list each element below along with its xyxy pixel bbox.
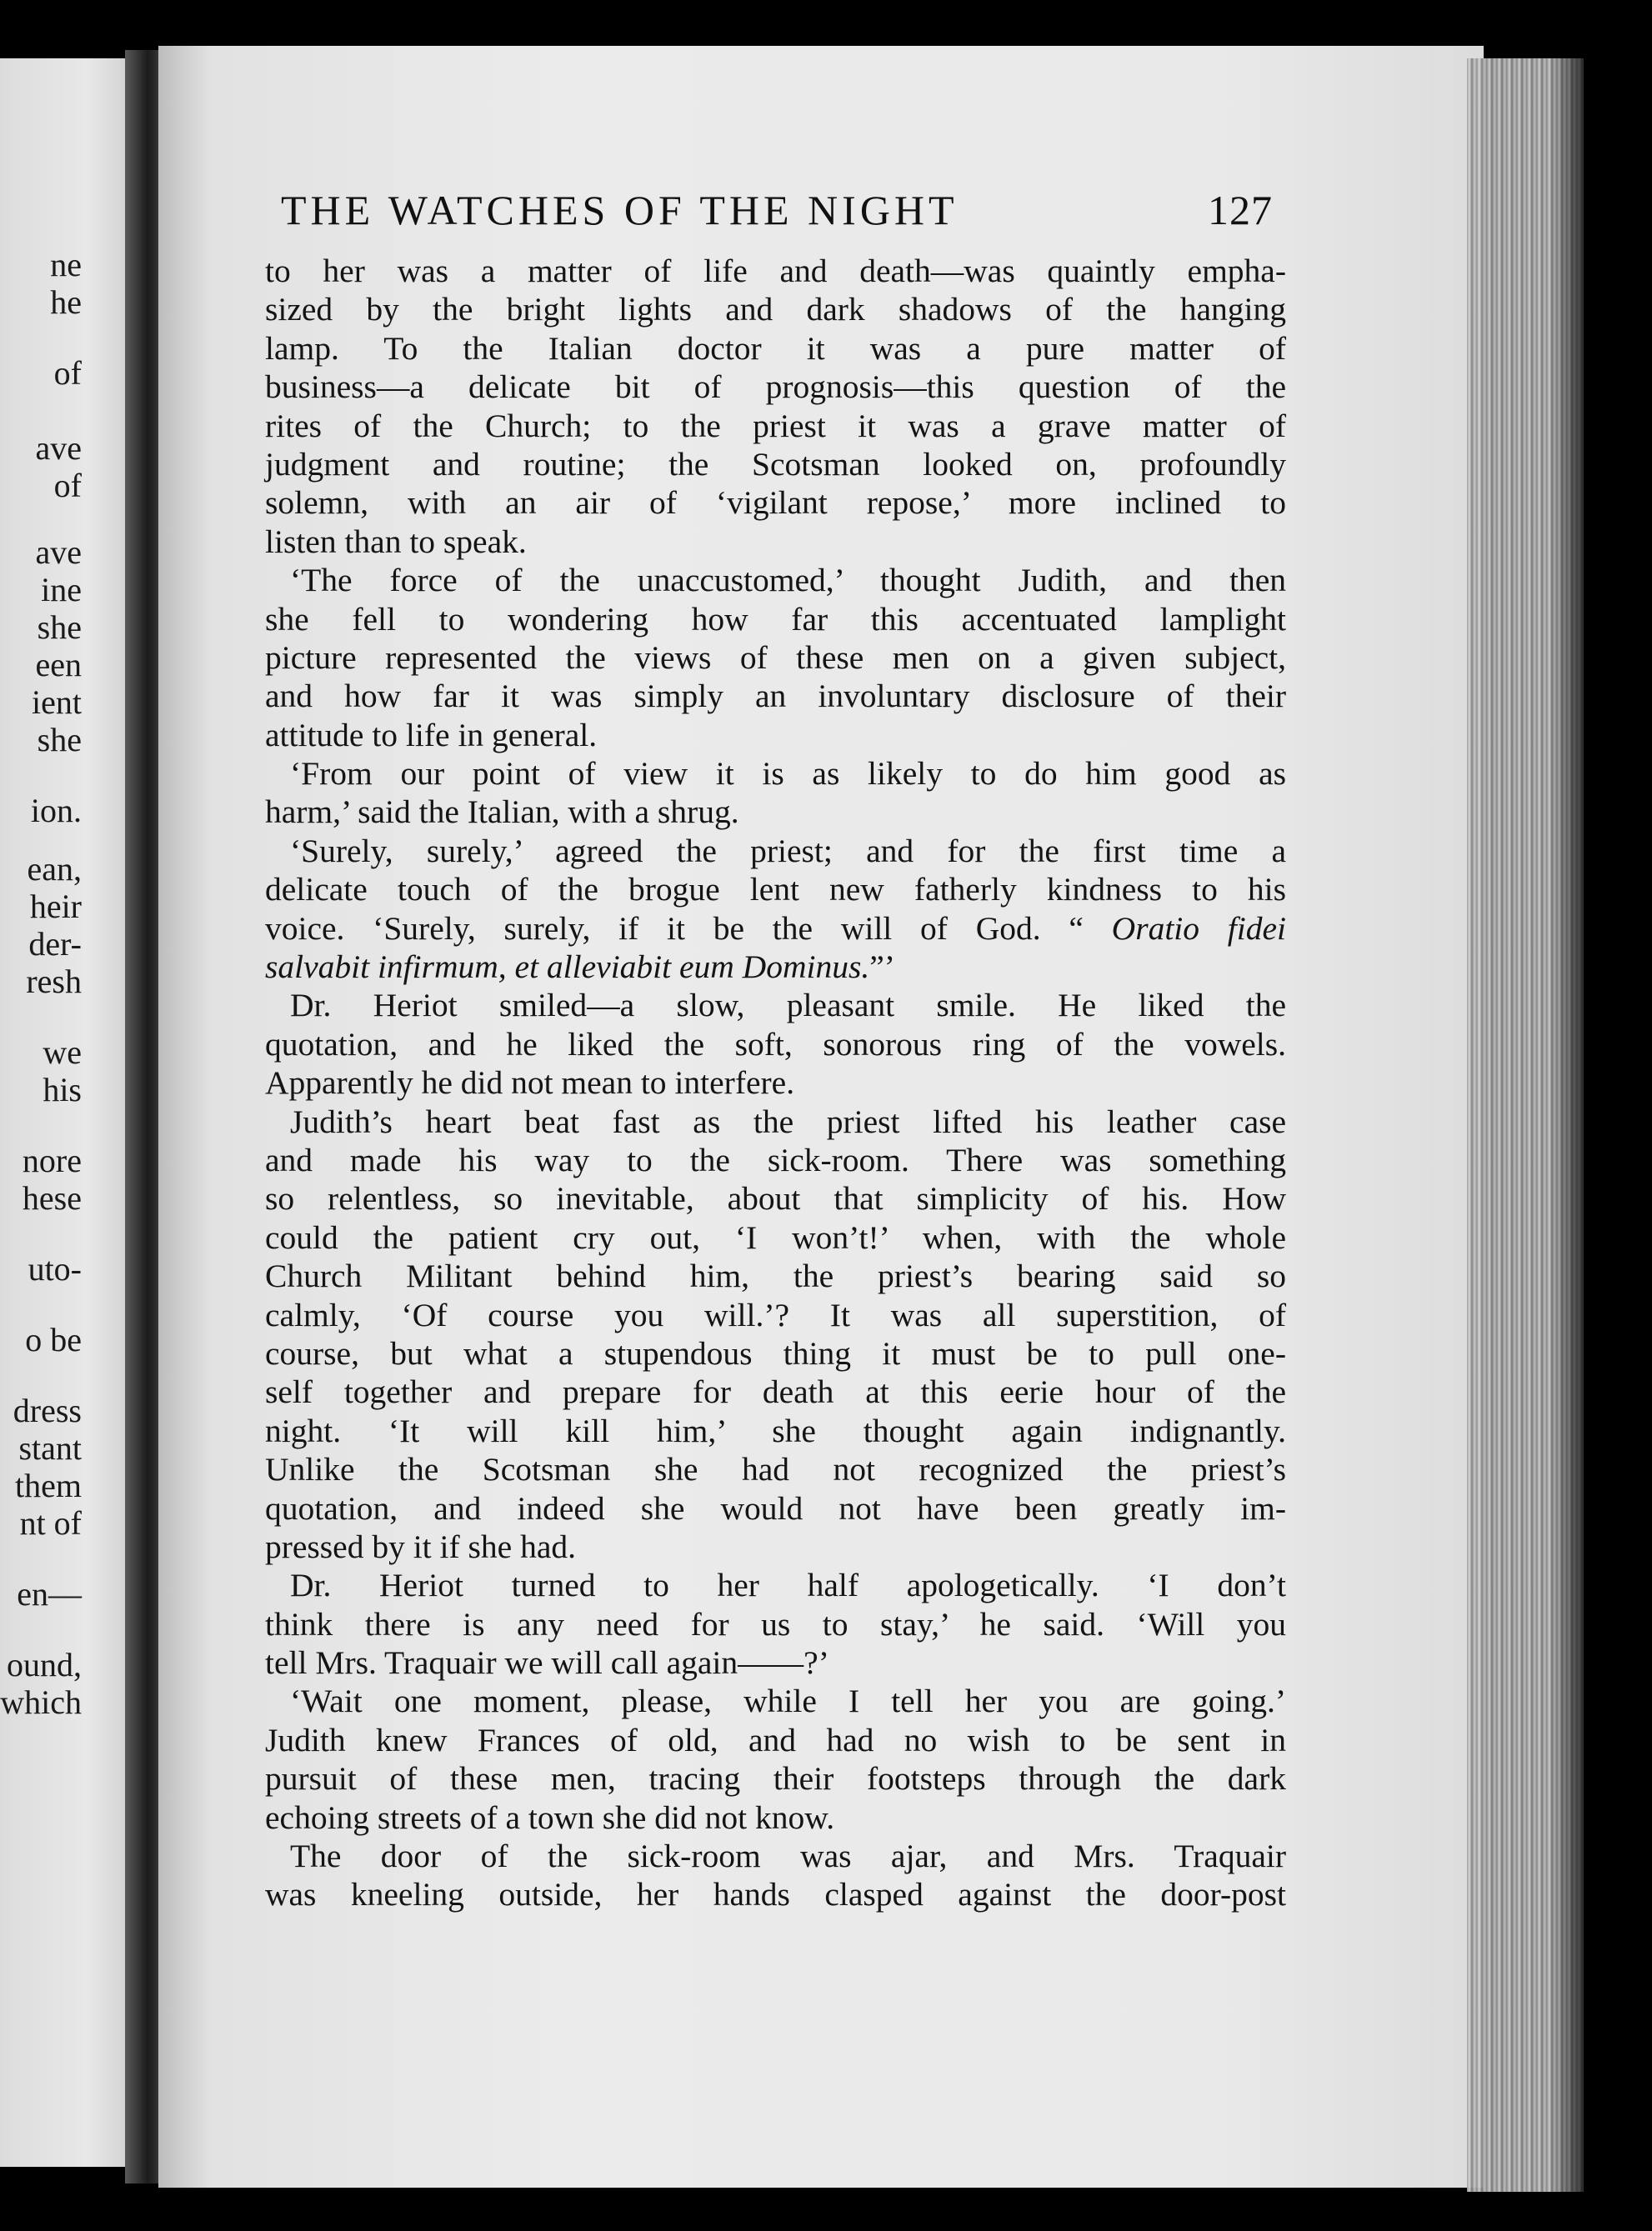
text-line-roman: picture represented the views of these men on a given subject, (265, 638, 1286, 676)
text-line (265, 407, 1286, 445)
latin-quotation: Oratio fidei (1083, 909, 1286, 947)
left-page-fragment: nt of (19, 1504, 82, 1542)
text-line (265, 638, 1286, 677)
text-line-roman: tell Mrs. Traquair we will call again——?’ (265, 1644, 829, 1682)
text-line (265, 1837, 1286, 1875)
text-line-roman: ‘Surely, surely,’ agreed the priest; and for the first time a (290, 832, 1286, 869)
text-line (265, 368, 1286, 406)
text-line (265, 1218, 1286, 1257)
text-line-roman: think there is any need for us to stay,’ he said. ‘Will you (265, 1605, 1286, 1643)
text-line-roman: self together and prepare for death at this eerie hour of the (265, 1373, 1286, 1411)
text-line (265, 870, 1286, 908)
left-page-fragment: ound, (7, 1646, 82, 1683)
text-line (265, 1334, 1286, 1373)
page-block-edges (1467, 58, 1584, 2192)
left-page-fragment: of (53, 467, 82, 504)
left-page-fragment: der- (28, 925, 82, 963)
text-line-roman: Dr. Heriot smiled—a slow, pleasant smile. He liked the (290, 987, 1286, 1024)
text-line-roman: sized by the bright lights and dark shadows of the hanging (265, 291, 1286, 328)
text-line (265, 290, 1286, 328)
text-line (265, 793, 1286, 831)
left-page-fragment: them (15, 1467, 82, 1504)
left-page-fragment: dress (13, 1392, 82, 1429)
text-line (265, 754, 1286, 793)
left-page-fragment: heir (29, 888, 82, 925)
left-page-fragment: we (43, 1033, 82, 1071)
left-page-fragment: ave (35, 429, 82, 467)
text-line (265, 1257, 1286, 1295)
text-line (265, 1566, 1286, 1604)
text-line-roman: attitude to life in general. (265, 716, 598, 753)
text-line (265, 1605, 1286, 1643)
text-line (265, 329, 1286, 368)
page-number: 127 (1208, 187, 1273, 233)
text-line-roman: Apparently he did not mean to interfere. (265, 1064, 795, 1102)
text-line (265, 1489, 1286, 1528)
text-line (265, 1179, 1286, 1218)
text-line-roman: and made his way to the sick-room. There was something (265, 1141, 1286, 1178)
left-page-fragment: ne (50, 246, 82, 283)
left-page-fragment: stant (18, 1429, 82, 1467)
text-line (265, 600, 1286, 638)
text-line (265, 1063, 1286, 1102)
text-line-roman: calmly, ‘Of course you will.’? It was all superstition, of (265, 1296, 1286, 1333)
text-line (265, 561, 1286, 599)
left-page-fragment: en— (17, 1575, 82, 1613)
left-page-fragment: hese (22, 1179, 82, 1217)
text-line (265, 1721, 1286, 1759)
left-page-fragment: which (0, 1683, 82, 1721)
text-line (265, 716, 1286, 754)
text-line (265, 483, 1286, 522)
left-page-fragment: ave (35, 533, 82, 571)
text-line-roman: quotation, and he liked the soft, sonorous ring of the vowels. (265, 1025, 1286, 1063)
text-line (265, 1759, 1286, 1798)
text-line (265, 523, 1286, 561)
text-line-roman: Judith’s heart beat fast as the priest lifted his leather case (290, 1103, 1286, 1140)
running-title: THE WATCHES OF THE NIGHT (281, 187, 959, 233)
text-line (265, 1412, 1286, 1450)
text-line-roman: judgment and routine; the Scotsman looked on, profoundly (265, 445, 1286, 483)
text-line-roman: ‘The force of the unaccustomed,’ thought Judith, and then (290, 562, 1286, 599)
text-line (265, 1296, 1286, 1334)
left-page-fragment: nore (22, 1142, 82, 1179)
left-page-fragment: resh (26, 963, 82, 1000)
text-line-roman: was kneeling outside, her hands clasped against the door-post (265, 1876, 1286, 1913)
text-line (265, 1025, 1286, 1063)
text-line (265, 832, 1286, 870)
text-line-roman: The door of the sick-room was ajar, and Mrs. Traquair (290, 1838, 1286, 1875)
text-line-roman: harm,’ said the Italian, with a shrug. (265, 793, 739, 831)
text-line-roman: Judith knew Frances of old, and had no wish to be sent in (265, 1721, 1286, 1758)
text-line (265, 948, 1286, 986)
text-line (265, 252, 1286, 290)
text-line (265, 1875, 1286, 1913)
text-line (265, 1141, 1286, 1179)
text-line-roman: delicate touch of the brogue lent new fatherly kindness to his (265, 871, 1286, 908)
text-line-roman: lamp. To the Italian doctor it was a pure matter of (265, 329, 1286, 367)
text-line (265, 1450, 1286, 1488)
left-page-fragment: een (35, 646, 82, 683)
left-page-fragment: ean, (27, 850, 82, 888)
text-line (265, 986, 1286, 1024)
text-line-roman: Church Militant behind him, the priest’s bearing said so (265, 1258, 1286, 1295)
running-header (281, 185, 1273, 235)
text-line-roman: so relentless, so inevitable, about that simplicity of his. How (265, 1180, 1286, 1218)
left-page-fragment: o be (25, 1321, 82, 1358)
text-line-roman: to her was a matter of life and death—was quaintly empha- (265, 253, 1286, 289)
text-line-roman: quotation, and indeed she would not have been greatly im- (265, 1489, 1286, 1527)
left-page-fragment: of (53, 354, 82, 392)
latin-quotation: salvabit infirmum, et alleviabit eum Dominus. (265, 948, 870, 986)
left-page-fragment: ine (41, 571, 82, 608)
text-line-roman: voice. ‘Surely, surely, if it be the will of God. “ (265, 909, 1084, 947)
text-line (265, 1103, 1286, 1141)
left-page-fragment: ion. (30, 792, 82, 829)
left-page-fragment: ient (32, 683, 82, 721)
text-line (265, 1798, 1286, 1837)
text-line-roman: echoing streets of a town she did not know. (265, 1798, 835, 1836)
text-line-roman: business—a delicate bit of prognosis—this question of the (265, 368, 1286, 406)
text-line-roman: ‘Wait one moment, please, while I tell her you are going.’ (290, 1683, 1286, 1720)
text-line (265, 1643, 1286, 1682)
text-line-roman: listen than to speak. (265, 523, 527, 560)
text-line-roman: solemn, with an air of ‘vigilant repose,’ more inclined to (265, 484, 1286, 522)
left-page-fragment: his (43, 1071, 82, 1108)
left-page-fragment: she (37, 721, 82, 758)
text-line-roman: rites of the Church; to the priest it was a grave matter of (265, 407, 1286, 444)
text-line-roman: course, but what a stupendous thing it must be to pull one- (265, 1334, 1286, 1372)
left-page-fragment: she (37, 608, 82, 646)
text-line (265, 445, 1286, 483)
text-line-roman: Unlike the Scotsman she had not recognized the priest’s (265, 1451, 1286, 1488)
text-line-roman: she fell to wondering how far this accentuated lamplight (265, 600, 1286, 638)
text-line-roman: pursuit of these men, tracing their footsteps through the dark (265, 1760, 1286, 1798)
text-line (265, 1373, 1286, 1411)
body-text (265, 252, 1286, 1914)
text-line (265, 909, 1286, 948)
text-line-roman: ‘From our point of view it is as likely to do him good as (290, 755, 1286, 793)
text-line-roman: could the patient cry out, ‘I won’t!’ when, with the whole (265, 1218, 1286, 1256)
closing-quote: ”’ (869, 948, 895, 986)
text-line (265, 1682, 1286, 1720)
text-line (265, 1528, 1286, 1566)
text-line-roman: pressed by it if she had. (265, 1528, 576, 1565)
text-line-roman: night. ‘It will kill him,’ she thought again indignantly. (265, 1412, 1286, 1449)
left-page-fragment: uto- (28, 1250, 82, 1288)
text-line-roman: Dr. Heriot turned to her half apologetically. ‘I don’t (290, 1567, 1286, 1604)
text-line (265, 677, 1286, 715)
left-page-fragment: he (50, 283, 82, 321)
text-line-roman: and how far it was simply an involuntary disclosure of their (265, 678, 1286, 715)
